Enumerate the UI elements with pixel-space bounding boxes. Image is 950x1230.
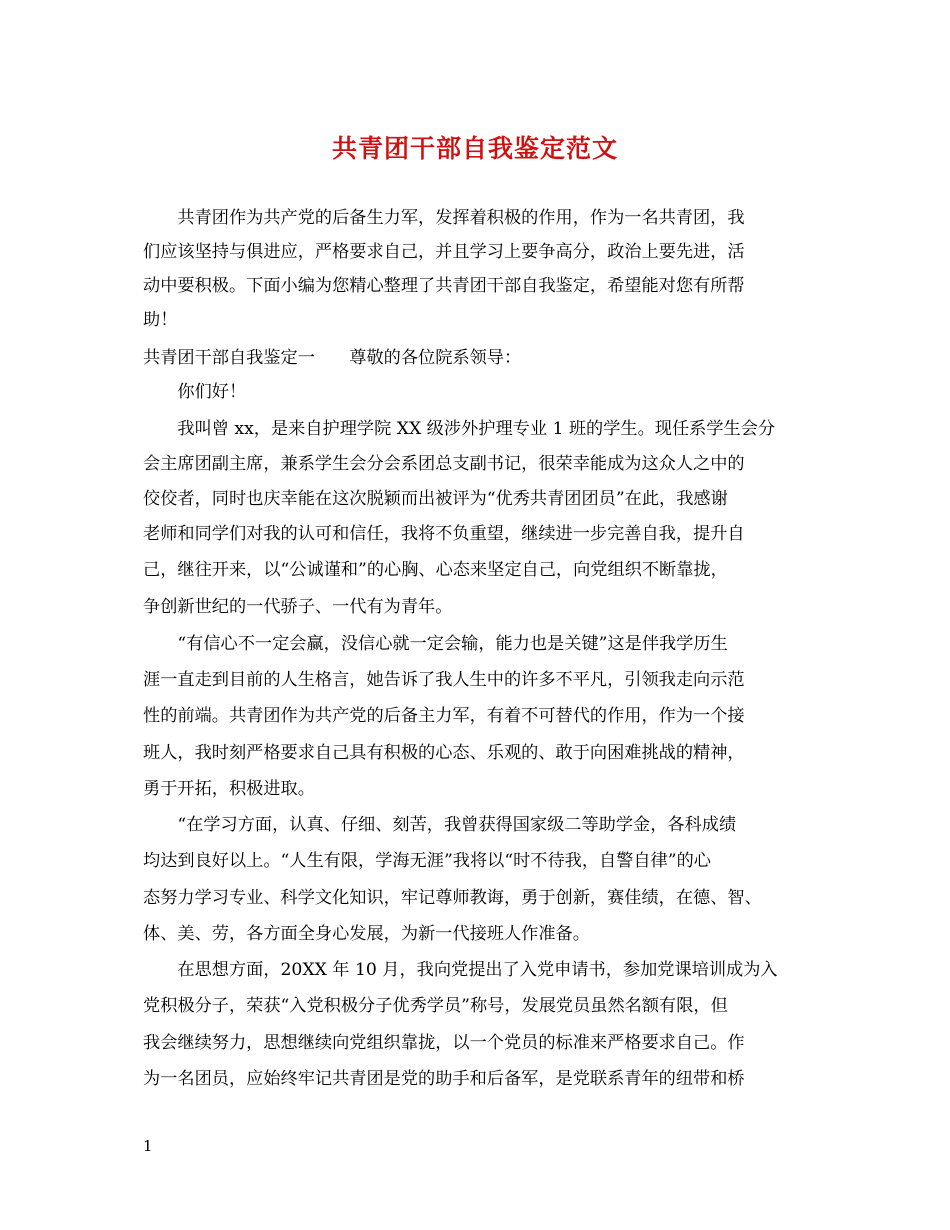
body-line-9: 佼佼者，同时也庆幸能在这次脱颖而出被评为“优秀共青团团员”在此，我感谢 [143, 489, 728, 509]
body-line-19: 均达到良好以上。“人生有限，学海无涯”我将以“时不待我，自警自律”的心 [143, 851, 711, 871]
body-line-8: 会主席团副主席，兼系学生会分会系团总支副书记，很荣幸能成为这众人之中的 [143, 454, 745, 474]
body-line-21: 体、美、劳，各方面全身心发展，为新一代接班人作准备。 [143, 924, 590, 944]
body-line-10: 老师和同学们对我的认可和信任，我将不负重望，继续进一步完善自我，提升自 [143, 524, 745, 544]
page-number: 1 [143, 1137, 153, 1155]
section-heading-line: 共青团干部自我鉴定一 尊敬的各位院系领导： [143, 348, 522, 368]
body-line-14: 涯一直走到目前的人生格言，她告诉了我人生中的许多不平凡，引领我走向示范 [143, 670, 745, 690]
body-line-17: 勇于开拓，积极进取。 [143, 779, 315, 799]
body-line-4: 助！ [143, 310, 178, 330]
body-line-23: 党积极分子，荣获“入党积极分子优秀学员”称号，发展党员虽然名额有限，但 [143, 996, 728, 1016]
body-line-20: 态努力学习专业、科学文化知识，牢记尊师教诲，勇于创新，赛佳绩，在德、智、 [143, 888, 762, 908]
body-line-13: “有信心不一定会赢，没信心就一定会输，能力也是关键”这是伴我学历生 [143, 634, 728, 654]
body-line-2: 们应该坚持与俱进应，严格要求自己，并且学习上要争高分，政治上要先进，活 [143, 242, 745, 262]
body-line-7: 我叫曾 xx，是来自护理学院 XX 级涉外护理专业 1 班的学生。现任系学生会分 [143, 419, 776, 439]
body-line-1: 共青团作为共产党的后备生力军，发挥着积极的作用，作为一名共青团，我 [143, 208, 745, 228]
body-line-22: 在思想方面，20XX 年 10 月，我向党提出了入党申请书，参加党课培训成为入 [143, 960, 778, 980]
document-title: 共青团干部自我鉴定范文 [331, 134, 618, 163]
body-line-3: 动中要积极。下面小编为您精心整理了共青团干部自我鉴定，希望能对您有所帮 [143, 276, 745, 296]
body-line-15: 性的前端。共青团作为共产党的后备主力军，有着不可替代的作用，作为一个接 [143, 706, 745, 726]
greeting-line: 你们好！ [143, 382, 247, 402]
body-line-16: 班人，我时刻严格要求自己具有积极的心态、乐观的、敢于向困难挑战的精神， [143, 743, 745, 763]
body-line-12: 争创新世纪的一代骄子、一代有为青年。 [143, 597, 453, 617]
body-line-18: “在学习方面，认真、仔细、刻苦，我曾获得国家级二等助学金，各科成绩 [143, 815, 737, 835]
body-line-11: 己，继往开来，以“公诚谨和”的心胸、心态来坚定自己，向党组织不断靠拢， [143, 560, 728, 580]
body-line-24: 我会继续努力，思想继续向党组织靠拢，以一个党员的标准来严格要求自己。作 [143, 1033, 745, 1053]
body-line-25: 为一名团员，应始终牢记共青团是党的助手和后备军，是党联系青年的纽带和桥 [143, 1069, 745, 1089]
